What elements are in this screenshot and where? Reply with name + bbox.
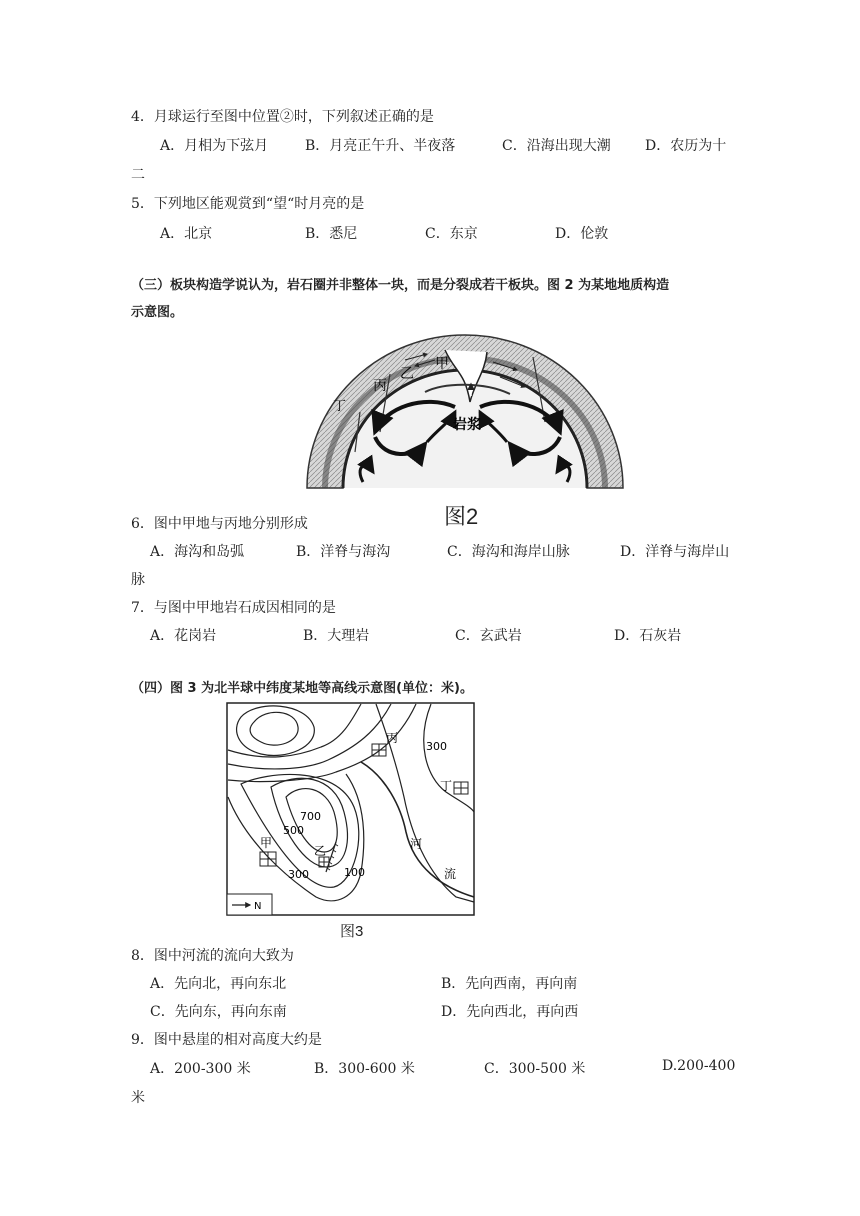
q4-wrap: 二 [131,167,145,183]
q4-option-b: B．月亮正午升、半夜落 [305,138,456,154]
fig2-label-jia: 甲 [435,356,449,372]
fig3-label-300-west: 300 [288,868,309,881]
q9-stem: 9．图中悬崖的相对高度大约是 [131,1032,322,1048]
fig3-label-100: 100 [344,866,365,879]
q7-option-d: D．石灰岩 [614,628,682,644]
q5-option-c: C．东京 [425,226,478,242]
fig3-label-yi: 乙 [314,844,327,858]
q8-option-c: C．先向东，再向东南 [150,1004,287,1020]
fig2-label-yi: 乙 [400,366,414,382]
figure3-caption: 图3 [340,923,364,940]
fig3-label-700: 700 [300,810,321,823]
figure2-caption: 图2 [444,504,479,529]
q5-option-d: D．伦敦 [555,226,609,242]
q5-stem: 5．下列地区能观赏到“望“时月亮的是 [131,196,365,212]
q9-option-c: C．300-500 米 [484,1061,586,1077]
fig3-label-300-east: 300 [426,740,447,753]
q8-stem: 8．图中河流的流向大致为 [131,948,294,964]
fig2-label-bing: 丙 [373,378,387,394]
q4-stem: 4．月球运行至图中位置②时，下列叙述正确的是 [131,109,434,125]
q7-option-c: C．玄武岩 [455,628,522,644]
section3-intro-line2: 示意图。 [131,305,184,320]
q7-stem: 7．与图中甲地岩石成因相同的是 [131,600,336,616]
q4-option-a: A．月相为下弦月 [160,138,269,154]
fig3-label-500: 500 [283,824,304,837]
fig3-label-he: 河 [410,837,423,851]
q4-option-c: C．沿海出现大潮 [502,138,611,154]
q6-option-b: B．洋脊与海沟 [296,544,391,560]
q6-option-c: C．海沟和海岸山脉 [447,544,570,560]
q7-option-b: B．大理岩 [303,628,370,644]
q9-wrap: 米 [131,1090,145,1106]
fig3-label-jia: 甲 [260,836,273,850]
q5-option-b: B．悉尼 [305,226,358,242]
fig3-label-liu: 流 [444,867,457,881]
q6-wrap: 脉 [131,572,145,588]
q6-option-a: A．海沟和岛弧 [150,544,245,560]
q6-option-d: D．洋脊与海岸山 [620,544,730,560]
q8-option-d: D．先向西北，再向西 [441,1004,579,1020]
figure3-contour-map [226,702,476,917]
fig3-north-label: N [254,901,262,912]
fig2-label-magma: 岩浆 [453,417,481,433]
q8-option-a: A．先向北，再向东北 [150,976,287,992]
q5-option-a: A．北京 [160,226,213,242]
q9-option-b: B．300-600 米 [314,1061,415,1077]
q9-option-d: D.200-400 [662,1058,736,1074]
q6-stem: 6．图中甲地与丙地分别形成 [131,516,308,532]
q8-option-b: B．先向西南，再向南 [441,976,578,992]
fig3-label-ding: 丁 [440,779,453,793]
section4-intro: （四）图 3 为北半球中纬度某地等高线示意图(单位：米)。 [131,681,473,696]
fig2-label-ding: 丁 [333,399,347,414]
section3-intro-line1: （三）板块构造学说认为，岩石圈并非整体一块，而是分裂成若干板块。图 2 为某地地质构造 [131,278,670,293]
figure2-plate-diagram [305,332,625,490]
q4-option-d: D．农历为十 [645,138,727,154]
q9-option-a: A．200-300 米 [150,1061,251,1077]
fig3-label-bing: 丙 [386,731,399,745]
q7-option-a: A．花岗岩 [150,628,217,644]
